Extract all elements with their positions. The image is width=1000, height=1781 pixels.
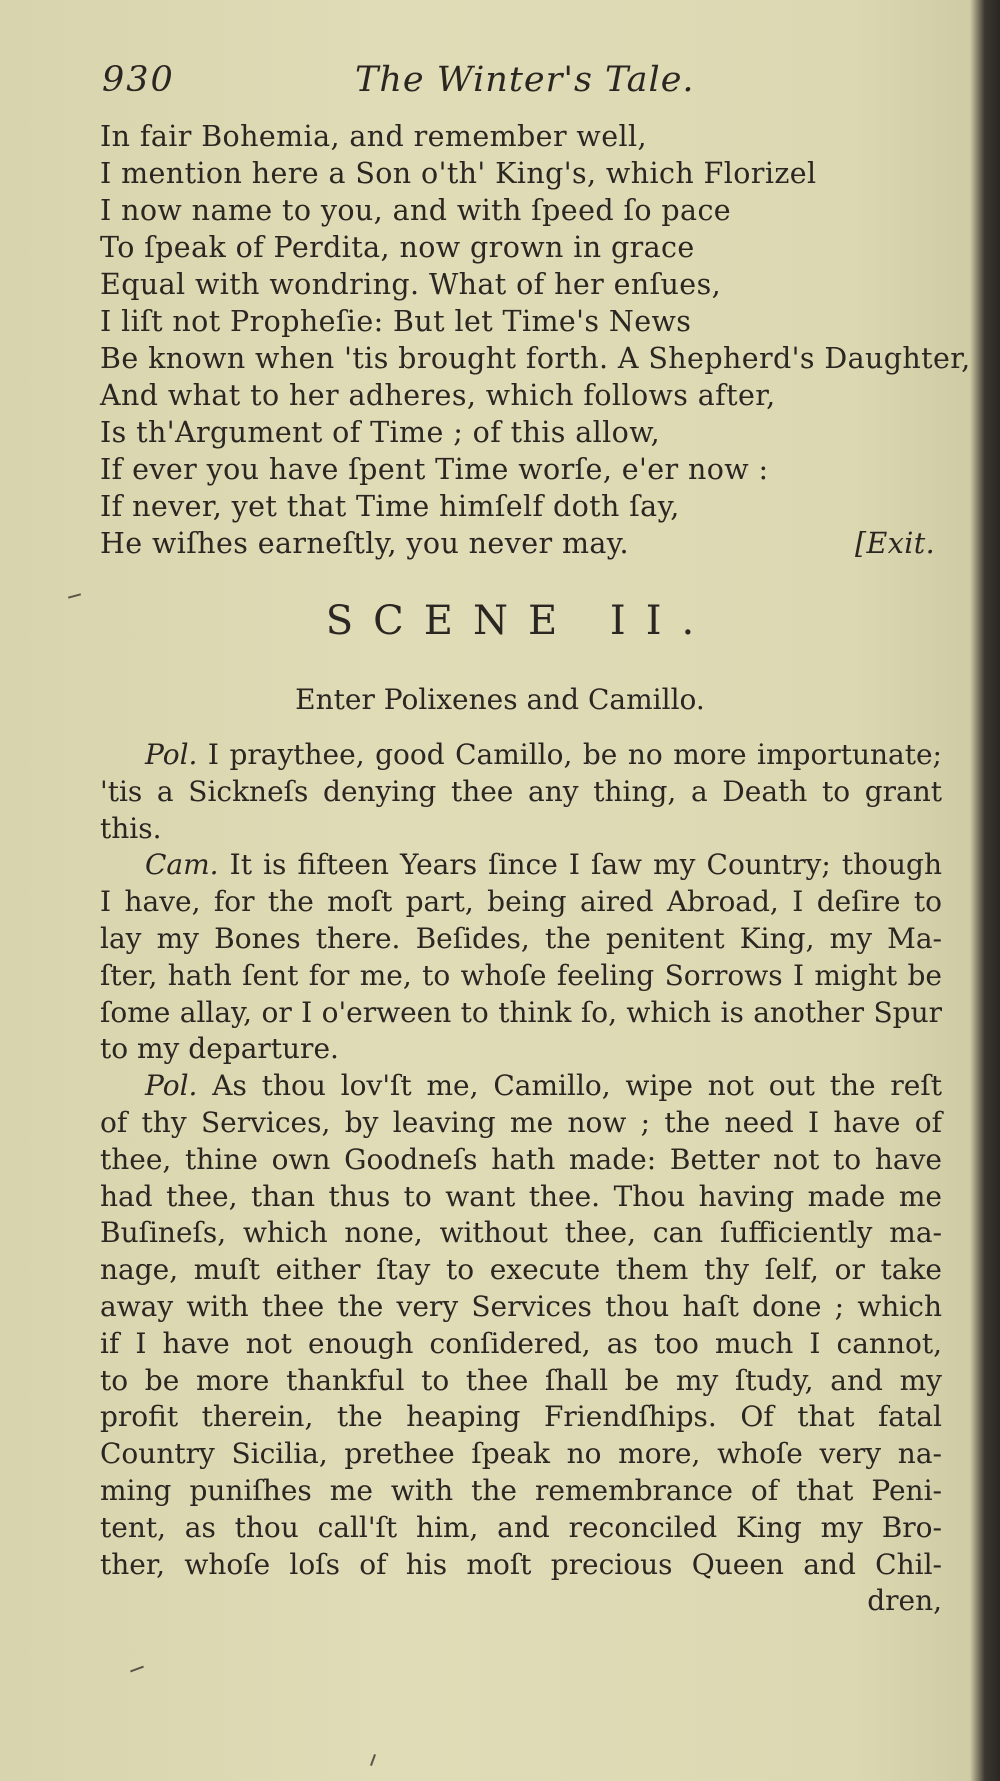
speech-line: lay my Bones there. Beſides, the penitent King, my Ma- [100,921,942,955]
speech-line-text: I praythee, good Camillo, be no more importunate; [207,738,942,771]
speech-line: nage, muſt either ſtay to execute them thy ſelf, or take [100,1253,942,1287]
speech-line: of thy Services, by leaving me now ; the need I have of [100,1105,942,1139]
speech-line: thee, thine own Goodneſs hath made: Better not to have [100,1142,942,1176]
speech-line: to my departure. [100,1032,339,1066]
speech-line: profit therein, the heaping Friendſhips. Of that fatal [100,1400,942,1434]
verse-line: If never, yet that Time himſelf doth ſay, [100,490,680,523]
verse-line: And what to her adheres, which follows after, [100,379,776,412]
speech-line: if I have not enough conſidered, as too much I cannot, [100,1326,942,1360]
verse-line: If ever you have ſpent Time worſe, e'er now : [100,453,769,486]
verse-line: I mention here a Son o'th' King's, which Florizel [100,157,817,190]
verse-line: To ſpeak of Perdita, now grown in grace [100,231,695,264]
verse-line-text: He wiſhes earneſtly, you never may. [100,527,629,560]
speaker-name: Pol. [145,738,198,771]
speech-line: I have, for the moſt part, being aired Abroad, I deſire to [100,885,942,919]
speech-first-line [100,847,942,884]
speech-line: Country Sicilia, prethee ſpeak no more, whoſe very na- [100,1437,942,1471]
scene-heading: SCENE II. [325,598,715,644]
speaker-name: Cam. [145,848,219,882]
speech-line: this. [100,811,162,845]
running-title: The Winter's Tale. [355,60,695,100]
verse-line: Equal with wondring. What of her enſues, [100,268,722,301]
entrance-stage-direction: Enter Polixenes and Camillo. [295,683,705,716]
verse-line-with-exit [100,525,960,562]
catchword: dren, [867,1584,942,1618]
exit-stage-direction: [Exit. [855,527,936,560]
verse-line: I liſt not Propheſie: But let Time's News [100,305,692,338]
verse-line: Be known when 'tis brought forth. A Shepherd's Daughter, [100,342,971,375]
speech-line: had thee, than thus to want thee. Thou having made me [100,1179,942,1213]
speech-first-line [100,1068,942,1105]
speech-line: ming puniſhes me with the remembrance of that Peni- [100,1473,942,1507]
speech-line: to be more thankful to thee ſhall be my ſtudy, and my [100,1363,942,1397]
speech-line: 'tis a Sickneſs denying thee any thing, a Death to grant [100,774,942,808]
print-speck [130,1666,144,1673]
speech-line: ſter, hath ſent for me, to whoſe feeling Sorrows I might be [100,958,942,992]
print-speck [370,1754,376,1766]
speaker-name: Pol. [145,1069,198,1103]
speech-line-text: As thou lov'ſt me, Camillo, wipe not out the reſt [212,1069,942,1103]
speech-line: away with thee the very Services thou haſt done ; which [100,1289,942,1323]
speech-line: tent, as thou call'ſt him, and reconciled King my Bro- [100,1510,942,1544]
verse-line: In fair Bohemia, and remember well, [100,120,647,153]
verse-block [100,118,971,562]
speech-line: ſome allay, or I o'erween to think ſo, which is another Spur [100,995,942,1029]
verse-line: Is th'Argument of Time ; of this allow, [100,416,661,449]
page-number: 930 [102,60,175,100]
dialogue-block [100,737,942,1620]
speech-line-text: It is fifteen Years ſince I ſaw my Country; though [229,848,943,882]
speech-line: ther, whoſe loſs of his moſt precious Queen and Chil- [100,1547,942,1581]
speech-line: Buſineſs, which none, without thee, can ſufficiently ma- [100,1216,942,1250]
page-header [100,58,940,108]
verse-line: I now name to you, and with ſpeed ſo pace [100,194,732,227]
speech-first-line [100,737,942,774]
